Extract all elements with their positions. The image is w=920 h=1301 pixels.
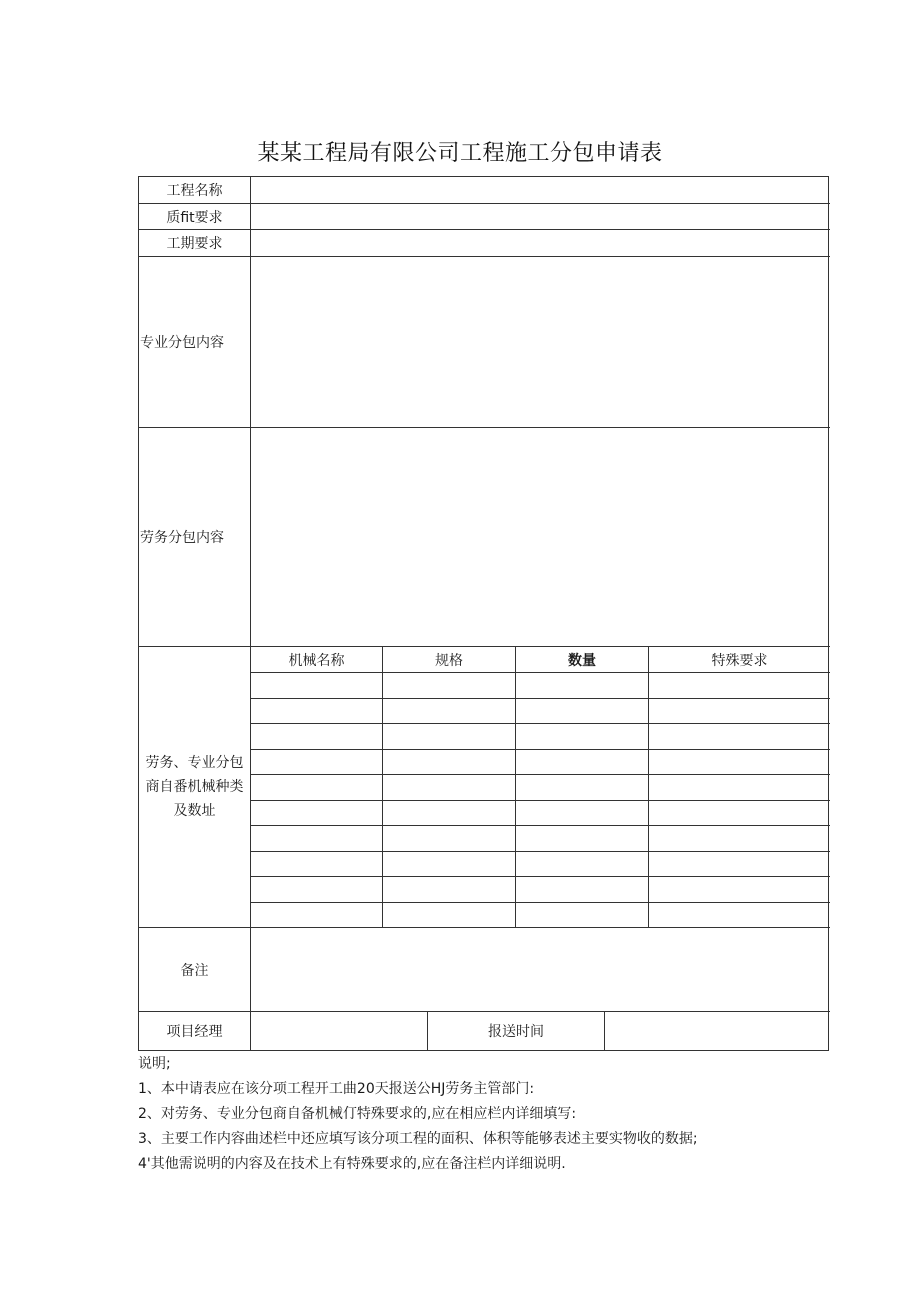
quantity-cell[interactable] bbox=[516, 852, 649, 878]
instruction-item-2: 2、对劳务、专业分包商自备机械仃特殊要求的,应在相应栏内详细填写: bbox=[138, 1106, 577, 1122]
spec-cell[interactable] bbox=[383, 750, 516, 776]
schedule-requirement-label: 工期要求 bbox=[139, 230, 251, 257]
machinery-label bbox=[139, 647, 251, 928]
labor-subcontract-label: 劳务分包内容 bbox=[139, 428, 251, 647]
quantity-cell[interactable] bbox=[516, 903, 649, 929]
instruction-item-1: 1、本中请表应在该分项工程开工曲20天报送公HJ劳务主管部门: bbox=[138, 1081, 535, 1097]
machinery-name-cell[interactable] bbox=[251, 750, 383, 776]
machinery-label-line1: 劳务、专业分包 bbox=[145, 755, 244, 771]
form-title: 某某工程局有限公司工程施工分包申请表 bbox=[257, 141, 663, 166]
machinery-name-cell[interactable] bbox=[251, 673, 383, 699]
machinery-name-cell[interactable] bbox=[251, 877, 383, 903]
quantity-cell[interactable] bbox=[516, 877, 649, 903]
quantity-header: 数量 bbox=[516, 647, 649, 673]
quantity-cell[interactable] bbox=[516, 750, 649, 776]
quantity-cell[interactable] bbox=[516, 673, 649, 699]
machinery-name-header: 机械名称 bbox=[251, 647, 383, 673]
project-manager-field[interactable] bbox=[251, 1012, 428, 1050]
machinery-name-cell[interactable] bbox=[251, 775, 383, 801]
project-manager-label: 项目经理 bbox=[139, 1012, 251, 1050]
project-name-field[interactable] bbox=[251, 177, 830, 204]
spec-cell[interactable] bbox=[383, 673, 516, 699]
spec-cell[interactable] bbox=[383, 801, 516, 827]
spec-cell[interactable] bbox=[383, 775, 516, 801]
quantity-cell[interactable] bbox=[516, 699, 649, 725]
machinery-name-cell[interactable] bbox=[251, 903, 383, 929]
quantity-cell[interactable] bbox=[516, 826, 649, 852]
machinery-name-cell[interactable] bbox=[251, 724, 383, 750]
spec-cell[interactable] bbox=[383, 699, 516, 725]
spec-cell[interactable] bbox=[383, 826, 516, 852]
instructions bbox=[138, 1052, 838, 1177]
quantity-cell[interactable] bbox=[516, 724, 649, 750]
special-requirement-cell[interactable] bbox=[649, 750, 830, 776]
special-requirement-header: 特殊要求 bbox=[649, 647, 830, 673]
instructions-heading: 说明; bbox=[138, 1056, 171, 1072]
quality-requirement-field[interactable] bbox=[251, 204, 830, 230]
quantity-cell[interactable] bbox=[516, 775, 649, 801]
spec-cell[interactable] bbox=[383, 852, 516, 878]
special-requirement-cell[interactable] bbox=[649, 775, 830, 801]
remarks-label: 备注 bbox=[139, 928, 251, 1012]
submit-time-label: 报送时间 bbox=[428, 1012, 605, 1050]
submit-time-field[interactable] bbox=[605, 1012, 830, 1050]
specialty-subcontract-field[interactable] bbox=[251, 257, 830, 428]
spec-cell[interactable] bbox=[383, 724, 516, 750]
specialty-subcontract-label: 专业分包内容 bbox=[139, 257, 251, 428]
quantity-cell[interactable] bbox=[516, 801, 649, 827]
schedule-requirement-field[interactable] bbox=[251, 230, 830, 257]
special-requirement-cell[interactable] bbox=[649, 699, 830, 725]
machinery-name-cell[interactable] bbox=[251, 826, 383, 852]
machinery-name-cell[interactable] bbox=[251, 801, 383, 827]
application-form-table bbox=[138, 176, 829, 1051]
spec-header: 规格 bbox=[383, 647, 516, 673]
special-requirement-cell[interactable] bbox=[649, 852, 830, 878]
special-requirement-cell[interactable] bbox=[649, 826, 830, 852]
quality-requirement-label: 质fit要求 bbox=[139, 204, 251, 230]
remarks-field[interactable] bbox=[251, 928, 830, 1012]
instruction-item-4: 4'其他需说明的内容及在技术上有特殊要求的,应在备注栏内详细说明. bbox=[138, 1156, 566, 1172]
special-requirement-cell[interactable] bbox=[649, 903, 830, 929]
machinery-name-cell[interactable] bbox=[251, 852, 383, 878]
instruction-item-3: 3、主要工作内容曲述栏中还应填写该分项工程的面积、体积等能够表述主要实物收的数据; bbox=[138, 1131, 698, 1147]
special-requirement-cell[interactable] bbox=[649, 673, 830, 699]
labor-subcontract-field[interactable] bbox=[251, 428, 830, 647]
project-name-label: 工程名称 bbox=[139, 177, 251, 204]
special-requirement-cell[interactable] bbox=[649, 801, 830, 827]
spec-cell[interactable] bbox=[383, 903, 516, 929]
machinery-label-line3: 及数址 bbox=[173, 803, 216, 819]
machinery-name-cell[interactable] bbox=[251, 699, 383, 725]
machinery-label-line2: 商自番机械种类 bbox=[145, 779, 244, 795]
special-requirement-cell[interactable] bbox=[649, 724, 830, 750]
special-requirement-cell[interactable] bbox=[649, 877, 830, 903]
spec-cell[interactable] bbox=[383, 877, 516, 903]
